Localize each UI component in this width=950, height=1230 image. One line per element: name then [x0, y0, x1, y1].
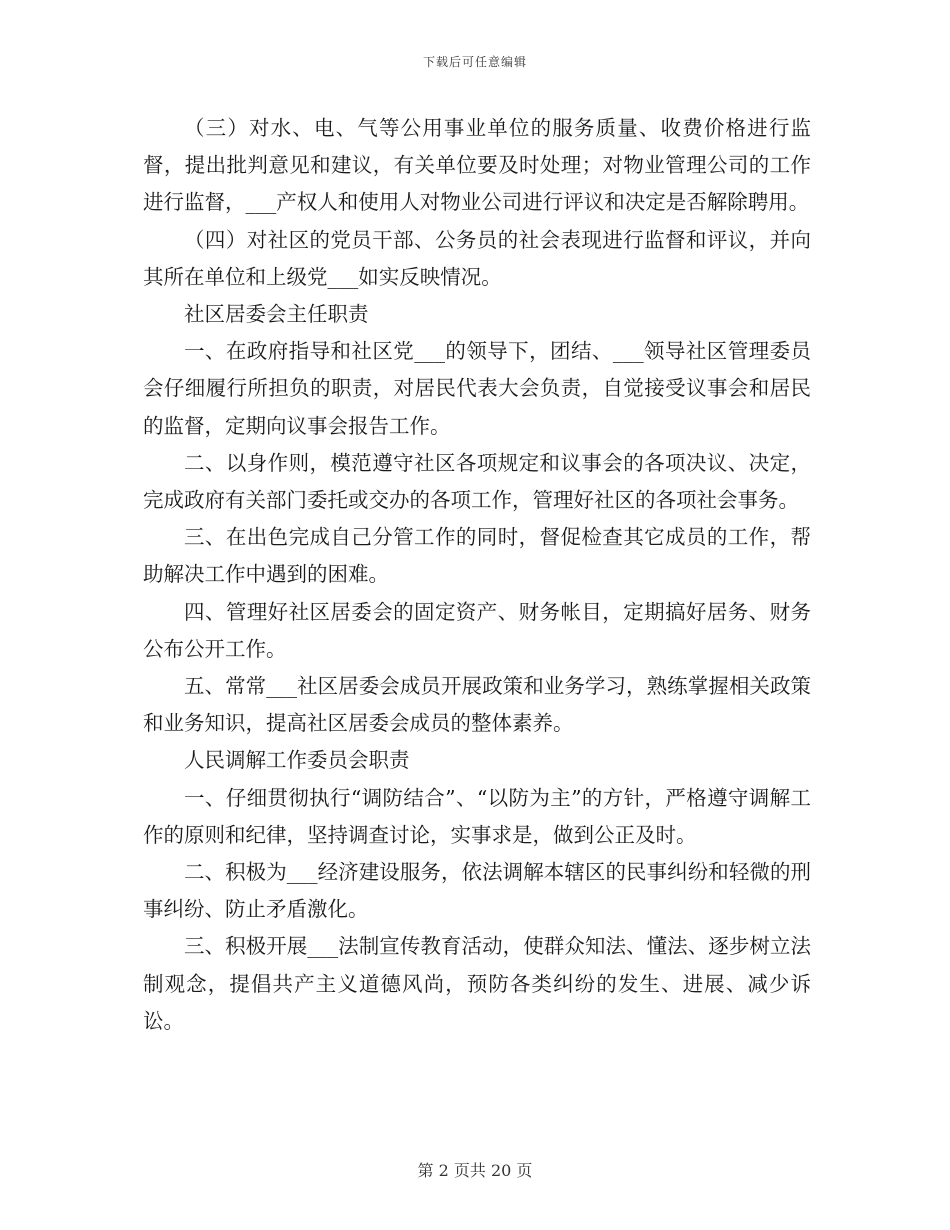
paragraph-supervise-officials: （四）对社区的党员干部、公务员的社会表现进行监督和评议，并向其所在单位和上级党___如实反映情况。	[143, 227, 811, 289]
paragraph-supervise-utilities: （三）对水、电、气等公用事业单位的服务质量、收费价格进行监督，提出批判意见和建议，有关单位要及时处理；对物业管理公司的工作进行监督，___产权人和使用人对物业公司进行评议和决定是否解除聘用。	[143, 116, 811, 215]
paragraph-mediation-duty-3: 三、积极开展___法制宣传教育活动，使群众知法、懂法、逐步树立法制观念，提倡共产主义道德风尚，预防各类纠纷的发生、进展、减少诉讼。	[143, 934, 811, 1033]
paragraph-director-duty-3: 三、在出色完成自己分管工作的同时，督促检查其它成员的工作，帮助解决工作中遇到的困难。	[143, 525, 811, 587]
page-header: 下载后可任意编辑	[422, 55, 527, 69]
page-number-footer: 第 2 页共 20 页	[417, 1161, 533, 1180]
paragraph-mediation-duty-1: 一、仔细贯彻执行“调防结合”、“以防为主”的方针，严格遵守调解工作的原则和纪律，坚持调查讨论，实事求是，做到公正及时。	[143, 785, 811, 847]
section-heading-mediation-committee: 人民调解工作委员会职责	[184, 748, 410, 773]
section-heading-director-duties: 社区居委会主任职责	[184, 302, 369, 327]
paragraph-director-duty-2: 二、以身作则，模范遵守社区各项规定和议事会的各项决议、决定，完成政府有关部门委托或交办的各项工作，管理好社区的各项社会事务。	[143, 450, 811, 513]
paragraph-mediation-duty-2: 二、积极为___经济建设服务，依法调解本辖区的民事纠纷和轻微的刑事纠纷、防止矛盾激化。	[143, 860, 811, 922]
paragraph-director-duty-5: 五、常常___社区居委会成员开展政策和业务学习，熟练掌握相关政策和业务知识，提高社区居委会成员的整体素养。	[143, 674, 811, 736]
paragraph-director-duty-1: 一、在政府指导和社区党___的领导下，团结、___领导社区管理委员会仔细履行所担负的职责，对居民代表大会负责，自觉接受议事会和居民的监督，定期向议事会报告工作。	[143, 339, 811, 438]
document-body	[143, 110, 811, 1040]
paragraph-director-duty-4: 四、管理好社区居委会的固定资产、财务帐目，定期搞好居务、财务公布公开工作。	[143, 599, 811, 661]
